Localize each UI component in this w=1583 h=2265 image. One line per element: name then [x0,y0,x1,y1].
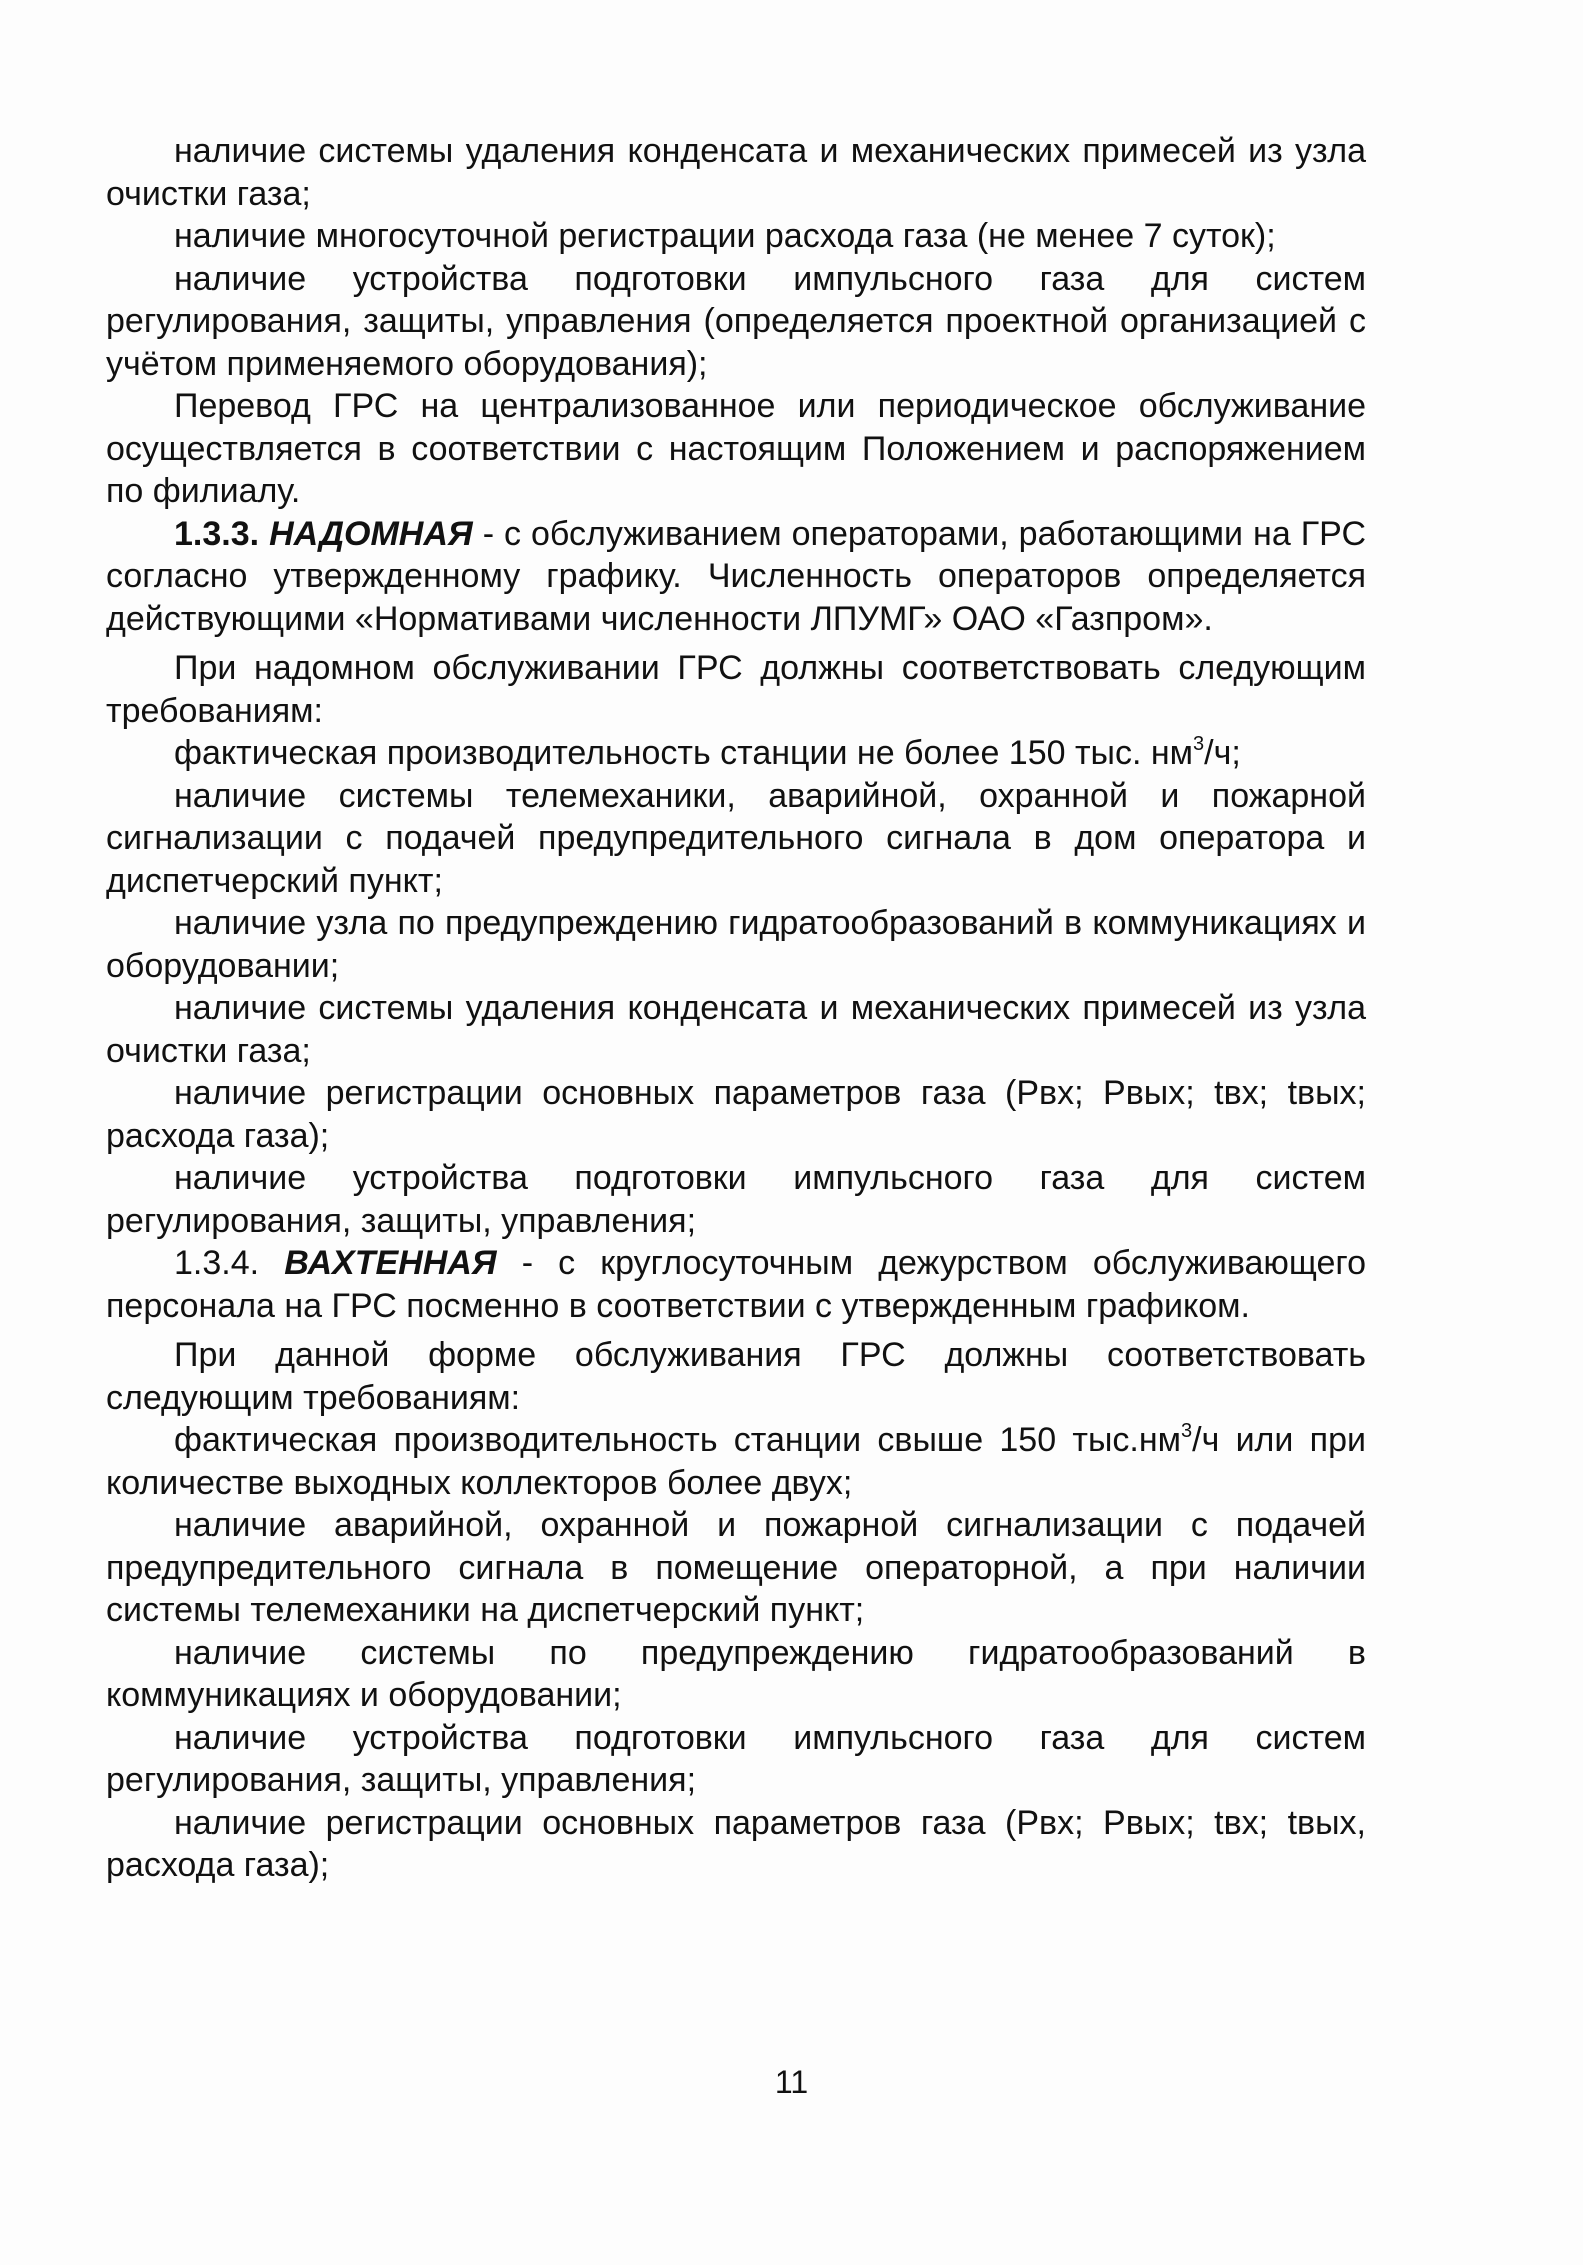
paragraph: Перевод ГРС на централизованное или периодическое обслуживание осуществляется в соответствии с настоящим Положением и распоряжением по филиалу. [106,387,1366,510]
paragraph: наличие системы удаления конденсата и механических примесей из узла очистки газа; [106,989,1366,1070]
paragraph: При надомном обслуживании ГРС должны соответствовать следующим требованиям: [106,649,1366,730]
paragraph: наличие узла по предупреждению гидратообразований в коммуникациях и оборудовании; [106,904,1366,985]
superscript: 3 [1181,1420,1193,1442]
paragraph: наличие системы удаления конденсата и механических примесей из узла очистки газа; [106,132,1366,213]
section-number: 1.3.4. [174,1244,260,1282]
section-term: ВАХТЕННАЯ [284,1244,497,1282]
section-1-3-3 [106,513,1366,641]
paragraph: наличие устройства подготовки импульсного газа для систем регулирования, защиты, управления; [106,1159,1366,1240]
paragraph: наличие регистрации основных параметров газа (Рвх; Рвых; tвх; tвых; расхода газа); [106,1074,1366,1155]
paragraph-text: фактическая производительность станции свыше 150 тыс.нм [174,1421,1181,1459]
page-body [106,130,1366,1887]
page-number: 11 [774,2064,809,2100]
section-number: 1.3.3. [174,514,260,553]
paragraph: наличие системы телемеханики, аварийной, охранной и пожарной сигнализации с подачей предупредительного сигнала в дом оператора и диспетчерский пункт; [106,776,1366,900]
paragraph: наличие многосуточной регистрации расхода газа (не менее 7 суток); [174,217,1276,255]
section-text: - с круглосуточным дежурством обслуживающего персонала на ГРС посменно в соответствии с утвержденным графиком. [106,1244,1366,1325]
superscript: 3 [1193,733,1205,755]
paragraph: наличие устройства подготовки импульсного газа для систем регулирования, защиты, управления (определяется проектной организацией с учётом применяемого оборудования); [106,259,1366,383]
paragraph: наличие регистрации основных параметров газа (Рвх; Рвых; tвх; tвых, расхода газа); [106,1803,1366,1884]
paragraph-text: фактическая производительность станции не более 150 тыс. нм [174,734,1194,772]
paragraph: При данной форме обслуживания ГРС должны соответствовать следующим требованиям: [106,1336,1366,1417]
paragraph [106,732,1366,775]
section-term: НАДОМНАЯ [269,514,473,553]
paragraph: наличие аварийной, охранной и пожарной сигнализации с подачей предупредительного сигнала в помещение операторной, а при наличии системы телемеханики на диспетчерский пункт; [106,1506,1366,1629]
section-text: - с обслуживанием операторами, работающими на ГРС согласно утвержденному графику. Численность операторов определяется действующими «Нормативами численности ЛПУМГ» ОАО «Газпром». [106,514,1366,638]
paragraph: наличие системы по предупреждению гидратообразований в коммуникациях и оборудовании; [106,1633,1366,1714]
paragraph: наличие устройства подготовки импульсного газа для систем регулирования, защиты, управления; [106,1718,1366,1799]
paragraph-text: /ч; [1204,734,1241,772]
section-1-3-4 [106,1242,1366,1327]
paragraph-text: /ч или при количестве выходных коллекторов более двух; [106,1421,1366,1502]
paragraph [106,1419,1366,1504]
